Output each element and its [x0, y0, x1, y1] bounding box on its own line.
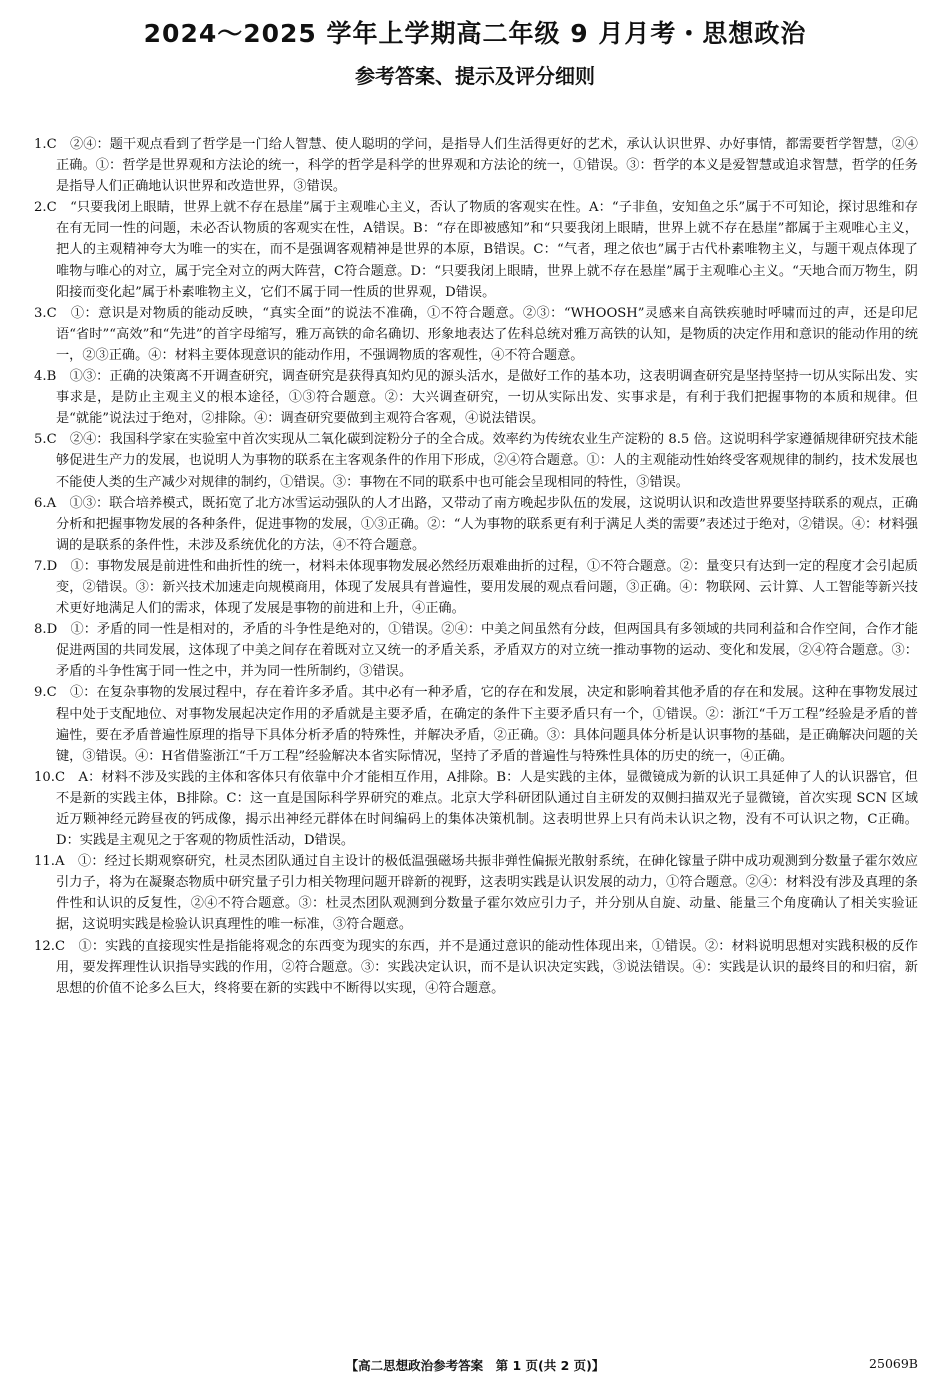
answer-item-7: 7.D ①：事物发展是前进性和曲折性的统一，材料未体现事物发展必然经历艰难曲折的过程，①不符合题意。②：量变只有达到一定的程度才会引起质变，②错误。③：新兴技术加速走向规模商用，体现了发展具有普遍性，要用发展的观点看问题，③正确。④：物联网、云计算、人工智能等新兴技术更好地满足人们的需求，体现了发展是事物的前进和上升，④正确。 [34, 558, 918, 617]
answer-item-3: 3.C ①：意识是对物质的能动反映，“真实全面”的说法不准确，①不符合题意。②③：“WHOOSH”灵感来自高铁疾驰时呼啸而过的声，还是印尼语“省时”“高效”和“先进”的首字母缩写，雅万高铁的命名确切、形象地表达了佐科总统对雅万高铁的认知，是物质的决定作用和意识的能动作用的统一，②③正确。④：材料主要体现意识的能动作用，不强调物质的客观性，④不符合题意。 [34, 305, 918, 363]
answer-item-5: 5.C ②④：我国科学家在实验室中首次实现从二氧化碳到淀粉分子的全合成。效率约为传统农业生产淀粉的 8.5 倍。这说明科学家遵循规律研究技术能够促进生产力的发展，也说明人为事物的联系在主客观条件的作用下形成，②④符合题意。①：人的主观能动性始终受客观规律的制约，技术发展也不能使人类的生产减少对规律的制约，①错误。③：事物在不同的联系中也可能会呈现相同的特性，③错误。 [34, 432, 918, 490]
answer-item-11: 11.A ①：经过长期观察研究，杜灵杰团队通过自主设计的极低温强磁场共振非弹性偏振光散射系统，在砷化镓量子阱中成功观测到分数量子霍尔效应引力子，将为在凝聚态物质中研究量子引力相关物理问题开辟新的视野，这表明实践是认识发展的动力，①符合题意。②④：材料没有涉及真理的条件性和认识的反复性，②④不符合题意。③：杜灵杰团队观测到分数量子霍尔效应引力子，并分别从自旋、动量、能量三个角度确认了相关实验证据，这说明实践是检验认识真理性的唯一标准，③符合题意。 [34, 854, 918, 933]
footer-page-label: 【高二思想政治参考答案 第 1 页(共 2 页)】 [345, 1358, 605, 1373]
answer-item-8: 8.D ①：矛盾的同一性是相对的，矛盾的斗争性是绝对的，①错误。②④：中美之间虽然有分歧，但两国具有多领域的共同利益和合作空间，合作才能促进两国的共同发展，这体现了中美之间存在着既对立又统一的矛盾关系，矛盾双方的对立统一推动事物的运动、变化和发展，②④符合题意。③：矛盾的斗争性寓于同一性之中，并为同一性所制约，③错误。 [34, 622, 918, 680]
answer-item-9: 9.C ①：在复杂事物的发展过程中，存在着许多矛盾。其中必有一种矛盾，它的存在和发展，决定和影响着其他矛盾的存在和发展。这种在事物发展过程中处于支配地位、对事物发展起决定作用的矛盾就是主要矛盾，在确定的条件下主要矛盾只有一个，①错误。②：浙江“千万工程”经验是矛盾的普遍性，要在矛盾普遍性原理的指导下具体分析矛盾的特殊性，并解决矛盾，②正确。③：具体问题具体分析是认识事物的基础，是正确解决问题的关键，③错误。④：H省借鉴浙江“千万工程”经验解决本省实际情况，坚持了矛盾的普遍性与特殊性具体的历史的统一，④正确。 [34, 685, 918, 764]
page-title: 2024～2025 学年上学期高二年级 9 月月考・思想政治 [143, 19, 807, 48]
page-subtitle: 参考答案、提示及评分细则 [355, 64, 595, 88]
page-footer [0, 1356, 950, 1378]
footer-code: 25069B [869, 1356, 918, 1371]
answer-item-10: 10.C A：材料不涉及实践的主体和客体只有依靠中介才能相互作用，A排除。B：人是实践的主体，显微镜成为新的认识工具延伸了人的认识器官，但不是新的实践主体，B排除。C：这一直是国际科学界研究的难点。北京大学科研团队通过自主研发的双侧扫描双光子显微镜，首次实现 SCN 区域近万颗神经元跨昼夜的钙成像，揭示出神经元群体在时间编码上的集体决策机制。这表明世界上只有尚未认识之物，没有不可认识之物，C正确。D：实践是主观见之于客观的物质性活动，D错误。 [34, 769, 918, 849]
answer-item-12: 12.C ①：实践的直接现实性是指能将观念的东西变为现实的东西，并不是通过意识的能动性体现出来，①错误。②：材料说明思想对实践积极的反作用，要发挥理性认识指导实践的作用，②符合题意。③：实践决定认识，而不是认识决定实践，③说法错误。④：实践是认识的最终目的和归宿，新思想的价值不论多么巨大，终将要在新的实践中不断得以实现，④符合题意。 [34, 938, 918, 996]
answer-item-2: 2.C “只要我闭上眼睛，世界上就不存在悬崖”属于主观唯心主义，否认了物质的客观实在性。A：“子非鱼，安知鱼之乐”属于不可知论，探讨思维和存在有无同一性的问题，未必否认物质的客观实在性，A错误。B：“存在即被感知”和“只要我闭上眼睛，世界上就不存在悬崖”都属于主观唯心主义，把人的主观精神夸大为唯一的实在，而不是强调客观精神是世界的本原，B错误。C：“气者，理之依也”属于古代朴素唯物主义，与题干观点体现了唯物与唯心的对立，属于完全对立的两大阵营，C符合题意。D：“只要我闭上眼睛，世界上就不存在悬崖”属于主观唯心主义。“天地合而万物生，阴阳接而变化起”属于朴素唯物主义，它们不属于同一性质的世界观，D错误。 [34, 200, 918, 300]
answer-item-4: 4.B ①③：正确的决策离不开调查研究，调查研究是获得真知灼见的源头活水，是做好工作的基本功，这表明调查研究是坚持坚持一切从实际出发、实事求是，是防止主观主义的根本途径，①③符合题意。②：大兴调查研究，一切从实际出发、实事求是，有利于我们把握事物的本质和规律。但是“就能”说法过于绝对，②排除。④：调查研究要做到主观符合客观，④说法错误。 [34, 369, 918, 427]
answer-item-1: 1.C ②④：题干观点看到了哲学是一门给人智慧、使人聪明的学问，是指导人们生活得更好的艺术，承认认识世界、办好事情，都需要哲学智慧，②④正确。①：哲学是世界观和方法论的统一，科学的哲学是科学的世界观和方法论的统一，①错误。③：哲学的本义是爱智慧或追求智慧，哲学的任务是指导人们正确地认识世界和改造世界，③错误。 [34, 137, 918, 195]
answer-item-6: 6.A ①③：联合培养模式，既拓宽了北方冰雪运动强队的人才出路，又带动了南方晚起步队伍的发展，这说明认识和改造世界要坚持联系的观点，正确分析和把握事物发展的各种条件，促进事物的发展，①③正确。②：“人为事物的联系更有利于满足人类的需要”表述过于绝对，②错误。④：材料强调的是联系的条件性，未涉及系统优化的方法，④不符合题意。 [34, 495, 918, 553]
answer-list [34, 134, 918, 999]
